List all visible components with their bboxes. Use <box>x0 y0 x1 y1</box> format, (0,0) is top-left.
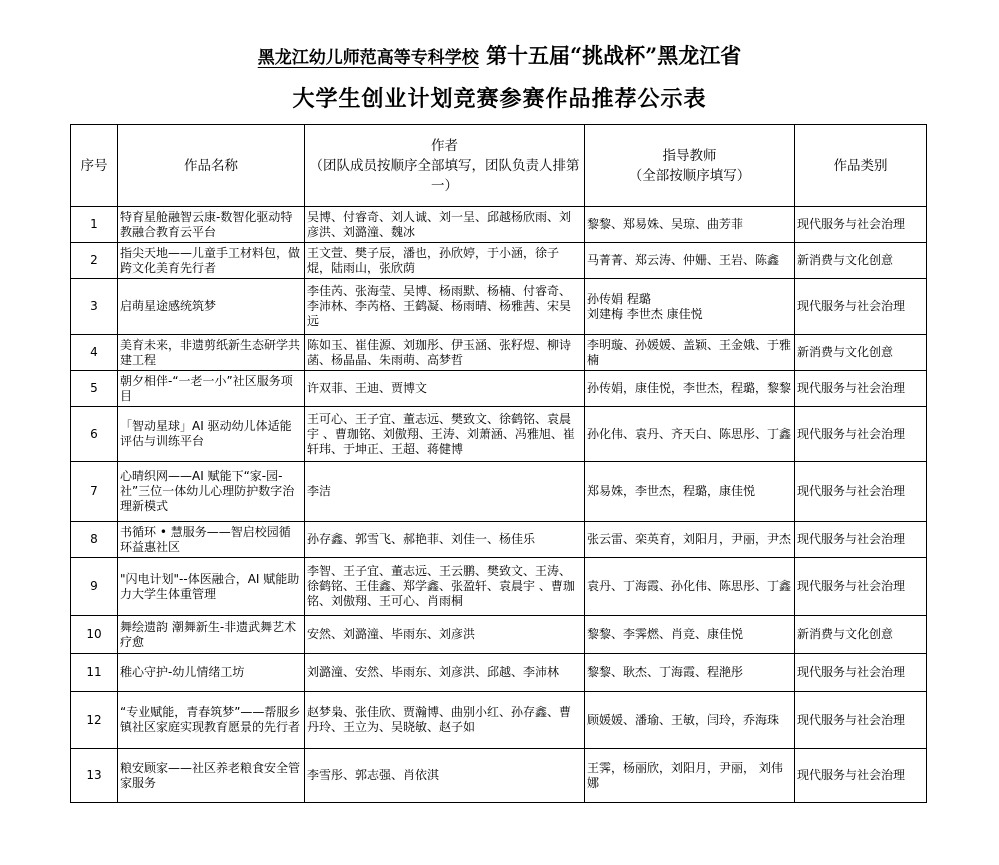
table-row <box>71 279 927 335</box>
header-advisors-title: 指导教师 <box>662 147 717 164</box>
row-index: 6 <box>71 407 118 462</box>
row-name: 「智动星球」AI 驱动幼儿体适能评估与训练平台 <box>118 407 305 462</box>
row-category: 新消费与文化创意 <box>795 616 927 654</box>
row-authors: 安然、刘潞潼、毕雨东、刘彦洪 <box>305 616 585 654</box>
row-name: “专业赋能，青春筑梦”——帮服乡镇社区家庭实现教育愿景的先行者 <box>118 692 305 749</box>
row-name: 舞绘遗韵 潮舞新生-非遗武舞艺术疗愈 <box>118 616 305 654</box>
recommendation-table <box>70 124 927 803</box>
row-authors: 陈如玉、崔佳源、刘珈彤、伊玉涵、张籽煜、柳诗菡、杨晶晶、朱雨萌、高梦哲 <box>305 335 585 371</box>
row-advisors: 黎黎、郑易姝、吴琼、曲芳菲 <box>585 207 795 243</box>
table-row <box>71 616 927 654</box>
row-name: 指尖天地——儿童手工材料包，做跨文化美育先行者 <box>118 243 305 279</box>
table-row <box>71 371 927 407</box>
header-name: 作品名称 <box>118 125 305 207</box>
row-index: 3 <box>71 279 118 335</box>
row-index: 11 <box>71 654 118 692</box>
row-name: 稚心守护-幼儿情绪工坊 <box>118 654 305 692</box>
row-advisors: 郑易姝，李世杰，程璐，康佳悦 <box>585 462 795 522</box>
row-category: 现代服务与社会治理 <box>795 654 927 692</box>
row-category: 现代服务与社会治理 <box>795 462 927 522</box>
header-advisors <box>585 125 795 207</box>
row-advisors: 黎黎、李霁燃、肖竞、康佳悦 <box>585 616 795 654</box>
row-index: 7 <box>71 462 118 522</box>
row-index: 8 <box>71 522 118 558</box>
table-row <box>71 558 927 616</box>
row-authors: 许双菲、王迪、贾博文 <box>305 371 585 407</box>
row-name: 书循环 • 慧服务——智启校园循环益惠社区 <box>118 522 305 558</box>
row-authors: 李佳芮、张海莹、吴博、杨雨默、杨楠、付睿奇、李沛林、李芮格、王鹤凝、杨雨晴、杨雅茜、宋昊远 <box>305 279 585 335</box>
row-advisors: 袁丹、丁海霞、孙化伟、陈思彤、丁鑫 <box>585 558 795 616</box>
row-category: 现代服务与社会治理 <box>795 749 927 803</box>
row-authors: 刘潞潼、安然、毕雨东、刘彦洪、邱越、李沛林 <box>305 654 585 692</box>
title-line-1 <box>0 40 999 70</box>
row-index: 12 <box>71 692 118 749</box>
row-advisors: 李明璇、孙媛媛、盖颖、王金娥、于雅楠 <box>585 335 795 371</box>
row-category: 新消费与文化创意 <box>795 335 927 371</box>
header-category: 作品类别 <box>795 125 927 207</box>
header-row <box>71 125 927 207</box>
header-authors <box>305 125 585 207</box>
row-index: 1 <box>71 207 118 243</box>
row-authors: 孙存鑫、郭雪飞、郝艳菲、刘佳一、杨佳乐 <box>305 522 585 558</box>
row-index: 9 <box>71 558 118 616</box>
row-authors: 王文萱、樊子辰，潘也，孙欣婷，于小涵，徐子焜，陆雨山，张欣荫 <box>305 243 585 279</box>
table-row <box>71 207 927 243</box>
row-name: 心晴织网——AI 赋能下“家-园-社”三位一体幼儿心理防护数字治理新模式 <box>118 462 305 522</box>
header-authors-note: （团队成员按顺序全部填写，团队负责人排第一） <box>309 157 580 194</box>
row-advisors: 马菁菁、郑云涛、仲姗、王岩、陈鑫 <box>585 243 795 279</box>
row-advisors: 顾媛媛、潘瑜、王敏，闫玲，乔海珠 <box>585 692 795 749</box>
row-index: 10 <box>71 616 118 654</box>
table-row <box>71 407 927 462</box>
row-index: 4 <box>71 335 118 371</box>
row-index: 13 <box>71 749 118 803</box>
title-line-1-rest: 第十五届“挑战杯”黑龙江省 <box>486 43 742 68</box>
title-line-2: 大学生创业计划竞赛参赛作品推荐公示表 <box>292 86 707 112</box>
row-advisors: 黎黎、耿杰、丁海霞、程滟彤 <box>585 654 795 692</box>
row-category: 现代服务与社会治理 <box>795 371 927 407</box>
row-name: "闪电计划"--体医融合，AI 赋能助力大学生体重管理 <box>118 558 305 616</box>
row-category: 现代服务与社会治理 <box>795 407 927 462</box>
row-name: 启萌星途感统筑梦 <box>118 279 305 335</box>
row-advisors: 孙化伟、袁丹、齐天白、陈思彤、丁鑫 <box>585 407 795 462</box>
row-category: 现代服务与社会治理 <box>795 522 927 558</box>
row-authors: 李洁 <box>305 462 585 522</box>
row-advisors: 王霁，杨丽欣，刘阳月，尹丽， 刘伟娜 <box>585 749 795 803</box>
row-name: 朝夕相伴-“一老一小”社区服务项目 <box>118 371 305 407</box>
row-name: 美育未来，非遗剪纸新生态研学共建工程 <box>118 335 305 371</box>
header-index: 序号 <box>71 125 118 207</box>
table-row <box>71 243 927 279</box>
table-row <box>71 692 927 749</box>
row-authors: 吴博、付睿奇、刘人诚、刘一呈、邱越杨欣雨、刘彦洪、刘潞潼、魏冰 <box>305 207 585 243</box>
row-category: 现代服务与社会治理 <box>795 692 927 749</box>
header-authors-title: 作者 <box>431 137 458 154</box>
row-authors: 赵梦枭、张佳欣、贾瀚博、曲别小红、孙存鑫、曹丹玲、王立为、吴晓敏、赵子如 <box>305 692 585 749</box>
row-category: 现代服务与社会治理 <box>795 207 927 243</box>
row-category: 现代服务与社会治理 <box>795 279 927 335</box>
table-row <box>71 335 927 371</box>
header-advisors-note: （全部按顺序填写） <box>628 167 751 184</box>
row-advisors: 孙传娟 程璐 刘建梅 李世杰 康佳悦 <box>585 279 795 335</box>
row-name: 特育星舱融智云康-数智化驱动特教融合教育云平台 <box>118 207 305 243</box>
row-category: 现代服务与社会治理 <box>795 558 927 616</box>
table-row <box>71 522 927 558</box>
row-authors: 李雪彤、郭志强、肖依淇 <box>305 749 585 803</box>
row-authors: 李智、王子宜、董志远、王云鹏、樊致文、王涛、徐鹤铭、王佳鑫、郑学鑫、张盈轩、袁晨宇 、曹珈铭、刘傲翔、王可心、肖雨桐 <box>305 558 585 616</box>
table-row <box>71 749 927 803</box>
school-name: 黑龙江幼儿师范高等专科学校 <box>257 48 479 68</box>
row-authors: 王可心、王子宜、董志远、樊致文、徐鹤铭、袁晨宇 、曹珈铭、刘傲翔、王涛、刘萧涵、冯雅旭、崔轩玮、于坤正、王超、蒋健博 <box>305 407 585 462</box>
row-index: 5 <box>71 371 118 407</box>
table-row <box>71 654 927 692</box>
row-category: 新消费与文化创意 <box>795 243 927 279</box>
table-row <box>71 462 927 522</box>
row-advisors: 孙传娟，康佳悦，李世杰，程璐，黎黎 <box>585 371 795 407</box>
row-advisors: 张云雷、栾英育，刘阳月，尹丽，尹杰 <box>585 522 795 558</box>
row-name: 粮安顾家——社区养老粮食安全管家服务 <box>118 749 305 803</box>
row-index: 2 <box>71 243 118 279</box>
